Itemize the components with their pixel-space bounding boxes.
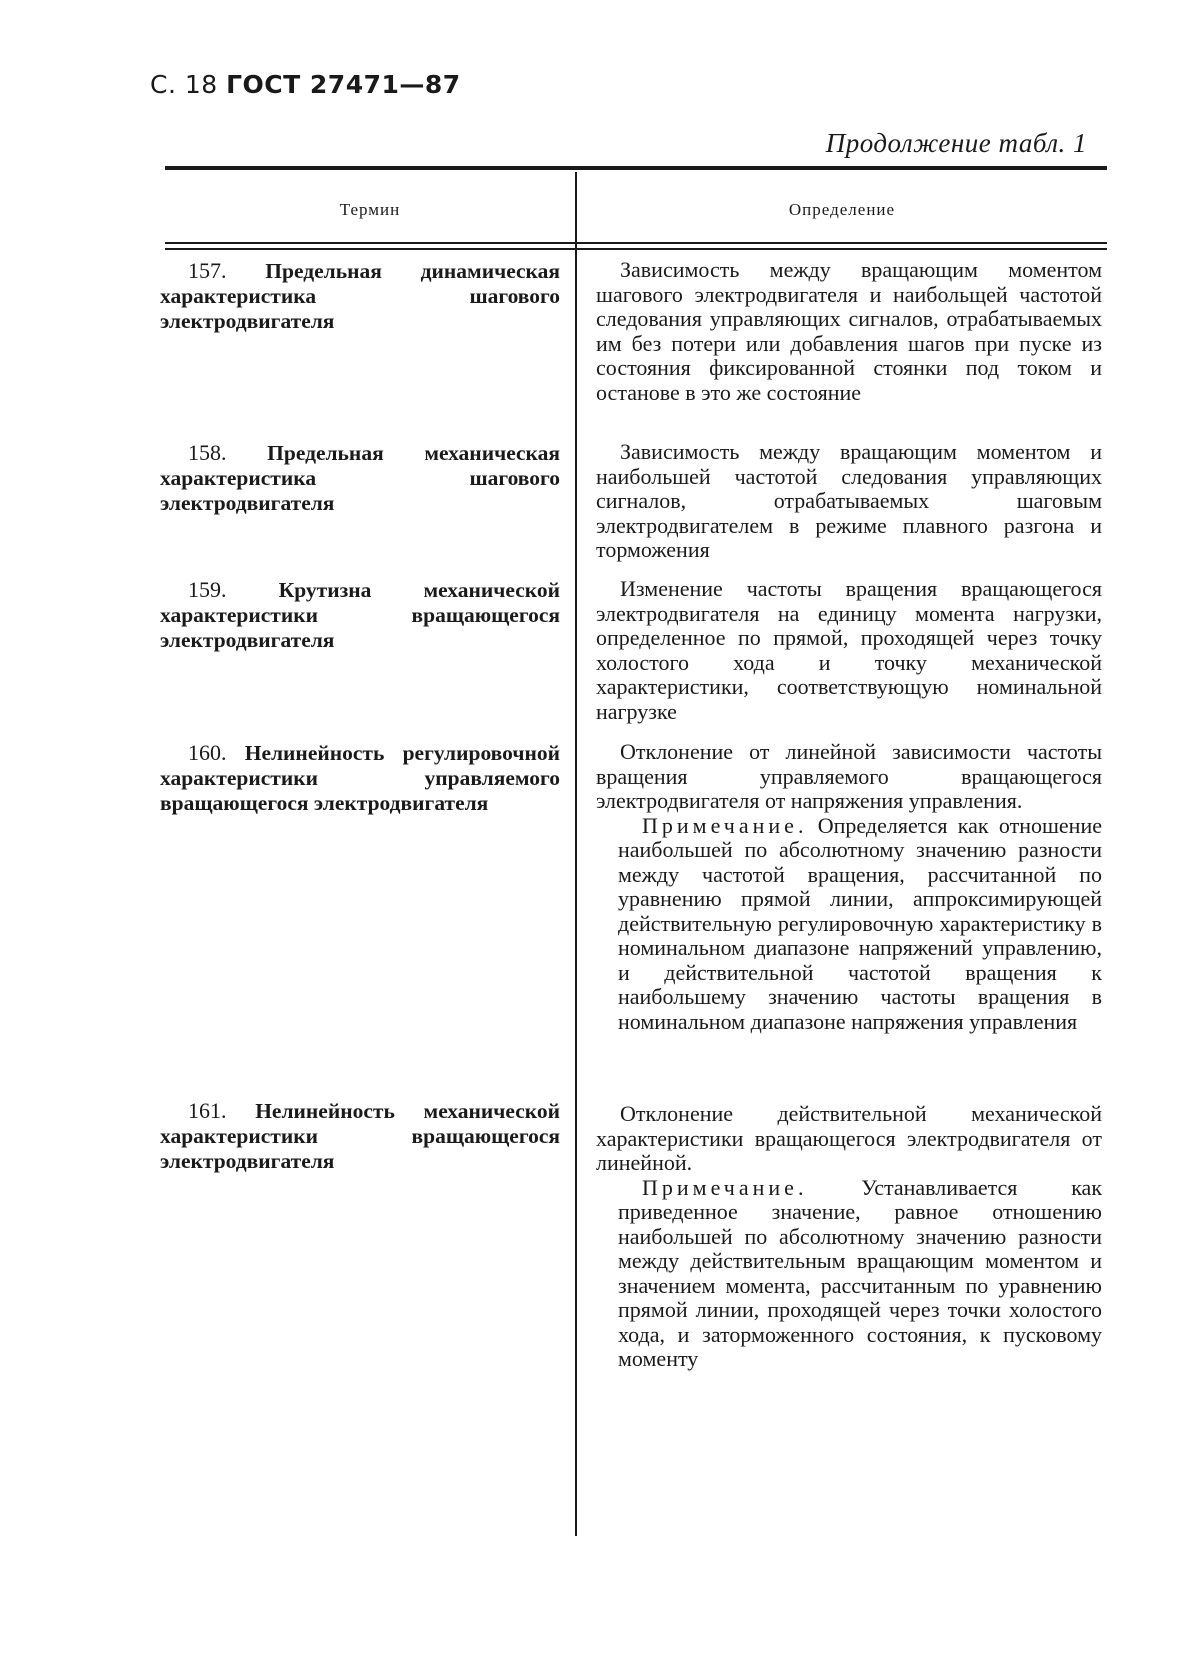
term-159	[160, 577, 560, 653]
note-label: Примечание.	[642, 812, 808, 838]
table-header-rule-double	[165, 248, 1107, 250]
definition-text: Отклонение от линейной зависимости частоты вращения управляемого вращающегося электродвигателя от напряжения управления.	[596, 739, 1102, 813]
term-name: Предельная динамическая характеристика шагового электродвигателя	[160, 259, 560, 333]
page-number: С. 18	[150, 70, 218, 99]
page-header	[150, 70, 461, 99]
term-name: Нелинейность механической характеристики вращающегося электродвигателя	[160, 1099, 561, 1173]
definition-text: Отклонение действительной механической характеристики вращающегося электродвигателя от линейной.	[596, 1101, 1102, 1175]
term-number: 160.	[188, 740, 227, 765]
note-text: Устанавливается как приведенное значение, равное отношению наибольшей по абсолютному значению разности между действительным вращающим моментом и значением момента, рассчитанным по уравнению прямой линии, проходящей через точки холостого хода, и заторможенного состояния, к пусковому моменту	[618, 1174, 1103, 1371]
definition-160	[596, 740, 1102, 1034]
term-number: 158.	[188, 440, 227, 465]
table-header-rule	[165, 242, 1107, 244]
term-name: Крутизна механической характеристики вращающегося электродвигателя	[160, 578, 560, 652]
table-top-rule	[165, 166, 1107, 170]
term-157	[160, 258, 560, 334]
table-continuation-label: Продолжение табл. 1	[825, 128, 1087, 158]
note-text: Определяется как отношение наибольшей по абсолютному значению разности между частотой вращения, рассчитанной по уравнению прямой линии, аппроксимирующей действительную регулировочную характеристику в номинальном диапазоне напряжений управлению, и действительной частотой вращения к наибольшему значению частоты вращения в номинальном диапазоне напряжения управления	[618, 812, 1102, 1034]
term-number: 161.	[188, 1098, 227, 1123]
column-divider	[575, 172, 577, 1536]
definition-note	[618, 1176, 1102, 1372]
definition-158: Зависимость между вращающим моментом и наибольшей частотой следования управляющих сигналов, отрабатываемых шаговым электродвигателем в режиме плавного разгона и торможения	[596, 439, 1102, 562]
column-header-definition: Определение	[788, 200, 896, 219]
column-header-term: Термин	[339, 200, 401, 219]
term-name: Предельная механическая характеристика шагового электродвигателя	[160, 441, 560, 515]
standard-code: ГОСТ 27471—87	[226, 70, 461, 99]
definition-note	[618, 814, 1102, 1035]
term-160	[160, 740, 560, 816]
term-number: 159.	[188, 577, 227, 602]
definition-161	[596, 1102, 1102, 1372]
definition-159: Изменение частоты вращения вращающегося электродвигателя на единицу момента нагрузки, определенное по прямой, проходящей через точку холостого хода и точку механической характеристики, соответствующую номинальной нагрузке	[596, 576, 1102, 724]
term-161	[160, 1098, 560, 1174]
term-name: Нелинейность регулировочной характеристики управляемого вращающегося электродвигателя	[160, 741, 560, 815]
definition-157: Зависимость между вращающим моментом шагового электродвигателя и наибольщей частотой следования управляющих сигналов, отрабатываемых им без потери или добавления шагов при пуске из состояния фиксированной стоянки под током и останове в это же состояние	[596, 257, 1102, 405]
note-label: Примечание.	[642, 1174, 808, 1200]
term-number: 157.	[188, 258, 227, 283]
term-158	[160, 440, 560, 516]
